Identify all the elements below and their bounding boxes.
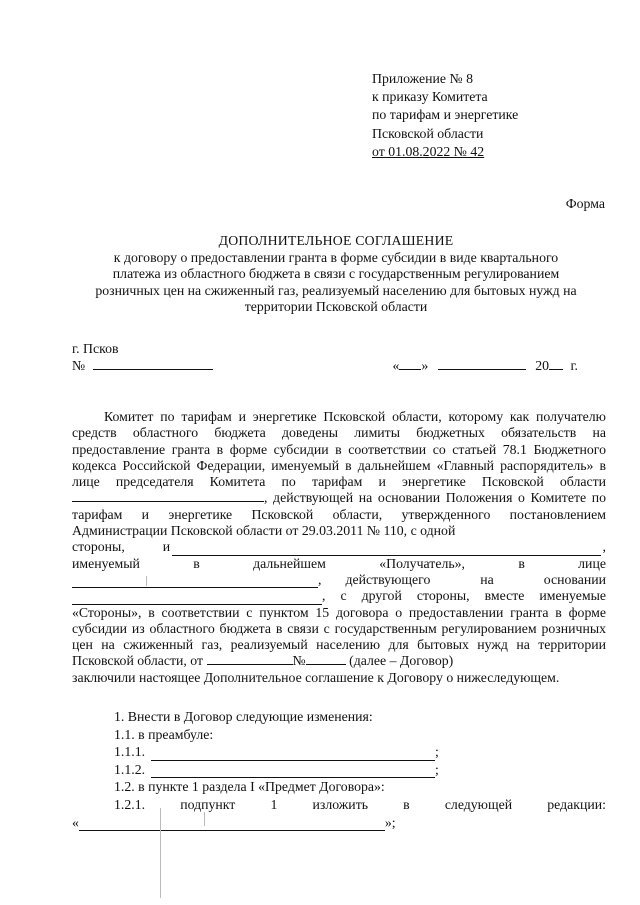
item-1-1-1 bbox=[72, 743, 606, 761]
new-wording-line bbox=[72, 814, 606, 832]
body-text: , с другой стороны, вместе именуемые bbox=[322, 588, 606, 604]
item-1: 1. Внести в Договор следующие изменения: bbox=[114, 709, 373, 724]
contract-date-blank bbox=[207, 653, 293, 665]
body-word: 1 bbox=[270, 796, 278, 812]
body-word: действующего bbox=[345, 571, 431, 587]
punctuation: ; bbox=[435, 744, 439, 760]
approval-line: Псковской области bbox=[372, 125, 484, 141]
quote-mark: « bbox=[392, 358, 400, 373]
body-word: редакции: bbox=[547, 796, 606, 812]
title-line: платежа из областного бюджета в связи с государственным регулированием bbox=[112, 266, 560, 282]
year-blank bbox=[549, 358, 563, 370]
punctuation: ; bbox=[435, 761, 439, 777]
body-word: в bbox=[193, 555, 200, 571]
title-line: территории Псковской области bbox=[244, 298, 428, 314]
body-word: лице bbox=[578, 555, 606, 571]
representative-blank bbox=[72, 576, 318, 588]
body-word: «Получатель», bbox=[379, 555, 465, 571]
body-paragraph bbox=[72, 605, 606, 670]
scan-mark bbox=[146, 576, 147, 586]
month-blank bbox=[438, 358, 526, 370]
body-word: на bbox=[480, 571, 494, 587]
body-word: дальнейшем bbox=[253, 555, 326, 571]
item-1-1: 1.1. в преамбуле: bbox=[114, 726, 214, 742]
date-field bbox=[392, 358, 578, 374]
day-blank bbox=[399, 358, 421, 370]
number-blank bbox=[93, 358, 213, 370]
item-1-1-2 bbox=[72, 761, 606, 779]
item-number: 1.1.1. bbox=[114, 744, 146, 760]
number-label: № bbox=[72, 358, 86, 373]
approval-line: к приказу Комитета bbox=[372, 89, 488, 105]
item-1-2: 1.2. в пункте 1 раздела I «Предмет Договора»: bbox=[114, 779, 385, 795]
quote-mark: »; bbox=[384, 814, 396, 830]
scan-mark bbox=[160, 808, 161, 898]
body-text: Комитет по тарифам и энергетике Псковской области, которому как получателю средств областного бюджета доведены лимиты бюджетных обязательств на предоставление гранта в форме субсидии в соответствии со статьей 78.1 Бюджетного кодекса Российской Федерации, именуемый в дальнейшем «Главный распорядитель» в лице председателя Комитета по тарифам и энергетике Псковской области bbox=[72, 409, 606, 490]
body-closing-line: заключили настоящее Дополнительное соглашение к Договору о нижеследующем. bbox=[72, 669, 560, 685]
body-text: стороны, bbox=[72, 539, 125, 555]
item-blank bbox=[151, 766, 435, 778]
body-paragraph bbox=[72, 409, 606, 539]
body-text: (далее – Договор) bbox=[349, 653, 454, 669]
title-heading: ДОПОЛНИТЕЛЬНОЕ СОГЛАШЕНИЕ bbox=[218, 233, 454, 248]
acting-line: , действующего на основании bbox=[72, 572, 606, 588]
chairman-blank bbox=[72, 490, 264, 502]
place-label: г. Псков bbox=[72, 341, 119, 356]
approval-date-line: от 01.08.2022 № 42 bbox=[372, 143, 485, 159]
item-number: 1.1.2. bbox=[114, 761, 146, 777]
body-word: в bbox=[403, 796, 410, 812]
number-date-line bbox=[72, 358, 578, 374]
body-word: изложить bbox=[312, 796, 369, 812]
approval-block bbox=[372, 70, 518, 161]
amendment-items bbox=[72, 708, 606, 831]
item-1-2-1 bbox=[72, 796, 606, 814]
scan-mark bbox=[204, 812, 205, 826]
approval-line: по тарифам и энергетике bbox=[372, 107, 519, 123]
body-word: следующей bbox=[444, 796, 513, 812]
document-title bbox=[60, 233, 612, 315]
body-word: основании bbox=[543, 571, 606, 587]
title-line: к договору о предоставлении гранта в форме субсидии в виде квартального bbox=[113, 250, 559, 266]
form-label: Форма bbox=[565, 196, 605, 211]
item-number: 1.2.1. bbox=[114, 796, 146, 812]
body-text: «Стороны», в соответствии с пунктом 15 договора о предоставлении гранта в форме субсидии из областного бюджета в связи с государственным регулированием розничных цен на сжиженный газ, реализуемый населению для бытовых нужд на территории Псковской области, от bbox=[72, 604, 606, 669]
body-word: именуемый bbox=[72, 555, 140, 571]
number-label: № bbox=[292, 653, 306, 669]
party-blank bbox=[172, 543, 600, 556]
new-wording-blank bbox=[79, 819, 385, 831]
quote-mark: » bbox=[421, 358, 429, 373]
title-line: розничных цен на сжиженный газ, реализуемый населению для бытовых нужд на bbox=[95, 282, 577, 298]
named-line bbox=[72, 556, 606, 572]
basis-blank bbox=[72, 593, 322, 605]
body-text: и bbox=[162, 539, 171, 555]
number-field bbox=[72, 358, 213, 374]
quote-mark: « bbox=[72, 814, 79, 830]
agreement-body bbox=[72, 409, 606, 686]
year-suffix: г. bbox=[570, 358, 578, 373]
body-word: в bbox=[518, 555, 525, 571]
item-blank bbox=[151, 749, 435, 761]
body-word: подпункт bbox=[180, 796, 236, 812]
approval-line: Приложение № 8 bbox=[372, 71, 474, 86]
year-prefix: 20 bbox=[535, 358, 549, 373]
contract-number-blank bbox=[306, 653, 346, 665]
body-text: , действующей на основании Положения о Комитете по тарифам и энергетике Псковской области, утвержденного постановлением Администрации Псковской области от 29.03.2011 № 110, с одной bbox=[72, 490, 606, 539]
sides-line: стороны, и , bbox=[72, 539, 606, 555]
other-side-line bbox=[72, 588, 606, 604]
